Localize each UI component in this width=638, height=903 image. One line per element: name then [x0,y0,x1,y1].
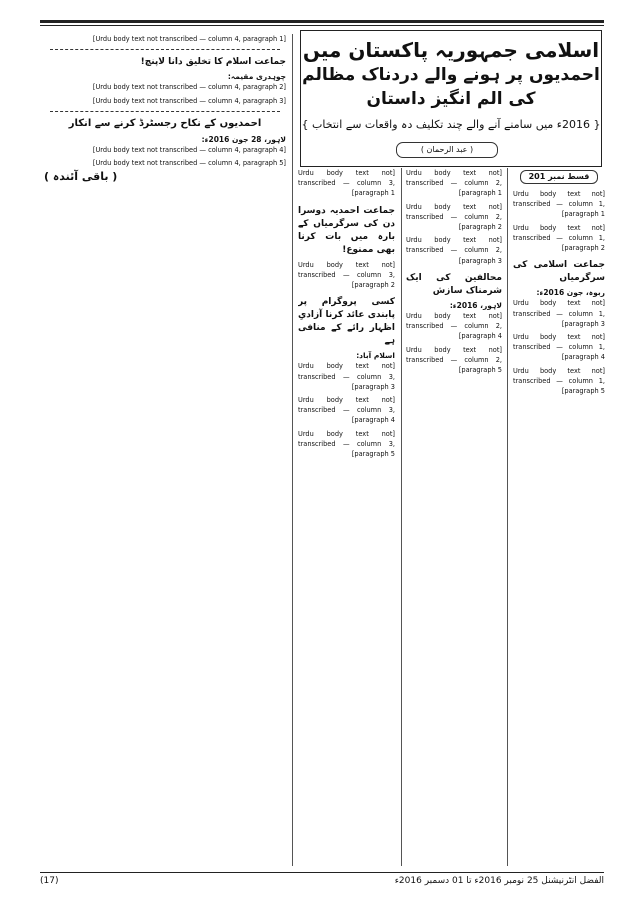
paragraph: [Urdu body text not transcribed — column 2, paragraph 2] [406,202,502,232]
dateline: لاہور، 28 جون 2016ء: [201,134,286,144]
paragraph: [Urdu body text not transcribed — column 2, paragraph 5] [406,345,502,375]
headline-subtitle: { 2016ء میں سامنے آنے والے چند تکلیف دہ واقعات سے انتخاب } [301,118,601,131]
column-1 [513,168,605,866]
column-2 [406,168,502,866]
paragraph: [Urdu body text not transcribed — column 4, paragraph 4] [92,146,286,155]
paragraph: [Urdu body text not transcribed — column 3, paragraph 3] [298,362,395,391]
top-rule [40,20,604,23]
section-heading: جماعت احمدیہ دوسرا دن کی سرگرمیاں کے بارہ میں بات کرنا بھی ممنوع! [298,205,395,255]
headline-line-2: احمدیوں پر ہونے والے دردناک مظالم کی الم انگیز داستان [302,65,600,109]
column-divider [401,168,402,866]
dateline: اسلام آباد: [356,351,395,361]
paragraph: [Urdu body text not transcribed — column 2, paragraph 1] [406,169,502,198]
headline-line-1: اسلامی جمہوریہ پاکستان میں [302,38,600,62]
section-heading: جماعت اسلام کا تخلیق دانا لاپنچ! [140,57,286,68]
separator [50,49,280,50]
paragraph: [Urdu body text not transcribed — column 3, paragraph 5] [298,429,395,459]
paragraph: [Urdu body text not transcribed — column 3, paragraph 4] [298,396,395,425]
dateline: لاہور، 2016ء: [449,300,502,310]
column-divider [292,34,293,866]
to-be-continued: ( باقی آئندہ ) [44,170,118,184]
footer [40,876,604,892]
paragraph: [Urdu body text not transcribed — column 3, paragraph 1] [298,169,395,198]
separator [50,111,280,112]
column-4 [44,34,286,866]
paragraph: [Urdu body text not transcribed — column 1, paragraph 3] [513,299,605,328]
section-heading: محالفین کی ایک شرمناک سازش [406,272,502,296]
section-heading: کسی پروگرام پر پابندی عائد کرنا آزادیِ اظہار رائے کے منافی ہے [298,297,395,347]
paragraph: [Urdu body text not transcribed — column 1, paragraph 5] [513,366,605,396]
paragraph: [Urdu body text not transcribed — column 1, paragraph 2] [513,223,605,253]
paragraph: [Urdu body text not transcribed — column 2, paragraph 3] [406,236,502,265]
episode-tag: قسط نمبر 201 [520,170,599,184]
issue-dateline: الفضل انٹرنیشنل 25 نومبر 2016ء تا 01 دسمبر 2016ء [394,876,604,886]
paragraph: [Urdu body text not transcribed — column 1, paragraph 1] [513,190,605,219]
paragraph: [Urdu body text not transcribed — column 4, paragraph 5] [92,159,286,168]
paragraph: [Urdu body text not transcribed — column 4, paragraph 2] [92,83,286,92]
paragraph: [Urdu body text not transcribed — column 1, paragraph 4] [513,333,605,362]
dateline: ربوہ، جون 2016ء: [536,288,605,298]
column-3 [298,168,395,866]
footer-rule [40,872,604,873]
author-name: ( عبد الرحمان ) [396,142,498,158]
top-rule-thin [40,25,604,26]
section-heading: جماعت اسلامی کی سرگرمیاں [513,260,605,284]
paragraph: [Urdu body text not transcribed — column 4, paragraph 3] [92,96,286,105]
dateline: چوہدری مقیمہ: [227,72,286,82]
page-number: (17) [40,876,59,886]
column-divider [507,168,508,866]
section-heading: احمدیوں کے نکاح رجسٹرڈ کرنے سے انکار [68,117,262,129]
paragraph: [Urdu body text not transcribed — column 3, paragraph 2] [298,260,395,290]
paragraph: [Urdu body text not transcribed — column 4, paragraph 1] [92,35,286,43]
paragraph: [Urdu body text not transcribed — column 2, paragraph 4] [406,312,502,341]
